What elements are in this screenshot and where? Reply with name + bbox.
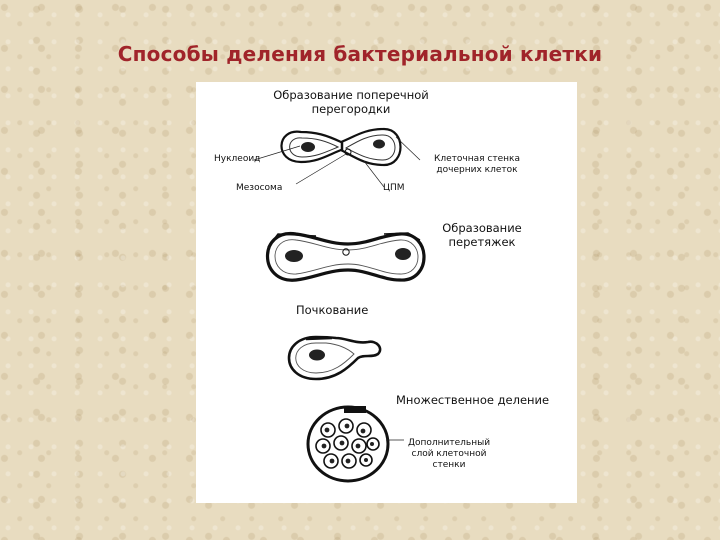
label-budding: Почкование	[296, 303, 369, 317]
label-extra-layer-line2: слой клеточной	[411, 448, 487, 459]
label-cell-wall-line2: дочерних клеток	[436, 164, 518, 175]
slide-title: Способы деления бактериальной клетки	[117, 42, 603, 66]
nucleoid-budding	[309, 350, 325, 361]
label-cell-wall-line1: Клеточная стенка	[434, 154, 520, 164]
constriction-cell	[268, 233, 425, 280]
label-nucleoid: Нуклеоид	[214, 154, 261, 164]
label-septum-line1: Образование поперечной	[273, 88, 429, 102]
nucleoid-left-2	[285, 250, 303, 262]
nucleoid-right-2	[395, 248, 411, 260]
label-septum	[256, 89, 446, 117]
label-septum-line2: перегородки	[311, 101, 391, 116]
label-constriction	[432, 222, 532, 250]
nucleoid-left	[301, 142, 315, 152]
label-extra-layer	[401, 438, 497, 470]
label-multiple-division: Множественное деление	[396, 393, 550, 407]
label-constriction-line1: Образование	[442, 221, 522, 235]
cell-illustrations	[196, 82, 577, 503]
label-constriction-line2: перетяжек	[448, 234, 516, 249]
nucleoid-right	[373, 140, 385, 149]
budding-cell	[289, 337, 380, 379]
figure-panel	[196, 82, 577, 503]
label-cell-wall	[428, 154, 526, 176]
label-extra-layer-line1: Дополнительный	[407, 438, 491, 448]
label-mesosome: Мезосома	[236, 183, 283, 193]
label-extra-layer-line3: стенки	[432, 459, 466, 470]
septum-cell	[254, 129, 420, 187]
multiple-division-cell	[308, 406, 404, 481]
label-cpm: ЦПМ	[383, 183, 405, 193]
